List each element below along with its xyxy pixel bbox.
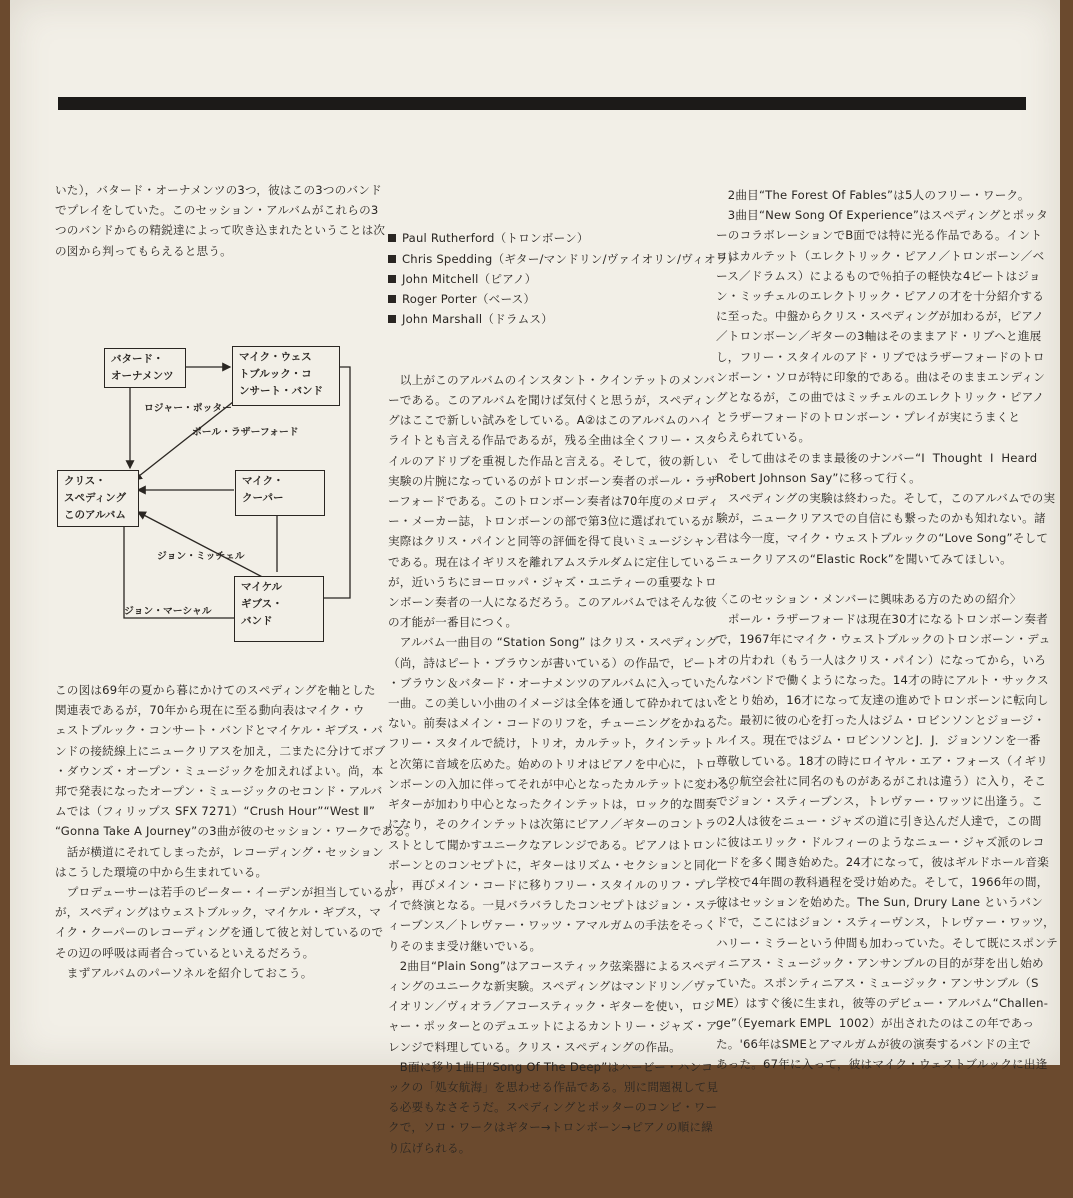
text-line: この図は69年の夏から暮にかけてのスペディングを軸とした [55, 683, 376, 697]
text-line: でプレイをしていた。このセッション・アルバムがこれらの3 [55, 203, 379, 218]
text-line: ／トロンボーン／ギターの3軸はそのままアド・リブへと進展 [716, 329, 1042, 344]
text-line: 彼はセッションを始めた。The Sun, Drury Lane というバン [716, 895, 1044, 910]
personnel-text: Paul Rutherford（トロンボーン） [402, 231, 589, 246]
text-line: Robert Johnson Say”に移って行く。 [716, 470, 921, 485]
text-line: 験が，ニュークリアスでの自信にも繋ったのかも知れない。諸 [716, 511, 1046, 526]
text-line: でジョン・スティーブンス，トレヴァー・ワッツに出逢う。こ [716, 794, 1044, 809]
text-line: 話が横道にそれてしまったが，レコーディング・セッション [55, 844, 384, 859]
personnel-text: Chris Spedding（ギター/マンドリン/ヴァイオリン/ヴィオラ） [402, 251, 740, 266]
top-rule-bar [58, 97, 1026, 110]
text-line: ない。前奏はメイン・コードのリフを，チューニングをかねる [388, 716, 718, 731]
text-line: ードを多く聞き始めた。24才になって，彼はギルドホール音楽 [716, 854, 1050, 869]
column-2-body [388, 370, 742, 1158]
text-line: ge”（Eyemark EMPL 1002）が出されたのはこの年であっ [716, 1016, 1035, 1031]
text-line: アルバム一曲目の “Station Song” はクリス・スペディング [388, 635, 718, 650]
text-line: 〈このセッション・メンバーに興味ある方のための紹介〉 [716, 592, 1022, 607]
liner-notes-page [10, 0, 1060, 1155]
personnel-item [388, 269, 718, 289]
text-line: ィングのユニークな新実験。スペディングはマンドリン／ヴァ [388, 978, 717, 993]
personnel-text: John Mitchell（ピアノ） [402, 271, 537, 286]
text-line: ン・ミッチェルのエレクトリック・ピアノの才を十分紹介する [716, 289, 1045, 304]
label-john-marshall: ジョン・マーシャル [124, 606, 212, 617]
text-line: である。現在はイギリスを離れアムステルダムに定住している [388, 554, 716, 569]
text-line: ーである。このアルバムを聞けば気付くと思うが，スペディン [388, 393, 717, 408]
personnel-text: John Marshall（ドラムス） [402, 312, 553, 327]
text-line: 2曲目“Plain Song”はアコースティック弦楽器によるスペデ [388, 958, 717, 973]
text-line: で，1967年にマイク・ウェストブルックのトロンボーン・デュ [716, 632, 1051, 647]
text-line: に至った。中盤からクリス・スペディングが加わるが，ピアノ [716, 309, 1044, 324]
text-line: ストとして聞かすユニークなアレンジである。ピアノはトロン [388, 837, 716, 852]
text-line: イで終演となる。一見バラバラしたコンセプトはジョン・スティ [388, 898, 729, 913]
text-line: ー・メーカー誌，トロンボーンの部で第3位に選ばれているが [388, 514, 714, 529]
box-michael-gibbs-band: マイケル ギブス・ バンド [234, 576, 324, 642]
personnel-list [388, 228, 740, 329]
text-line: イオリン／ヴィオラ／アコースティック・ギターを使い，ロジ [388, 999, 715, 1014]
box-mike-cooper: マイク・ クーパー [235, 470, 325, 516]
text-line: とラザーフォードのトロンボーン・プレイが実にうまくと [716, 410, 1021, 425]
text-line: グとなるが，この曲ではミッチェルのエレクトリック・ピアノ [716, 390, 1045, 405]
text-line: 3曲目“New Song Of Experience”はスペディングとポッタ [716, 208, 1048, 223]
text-line: をとり始め，16才になって友達の進めでトロンボーンに転向し [716, 693, 1049, 708]
text-line: ィニアス・ミュージック・アンサンブルの目的が芽を出し始め [716, 955, 1044, 970]
label-roger-potter: ロジャー・ポッター [144, 403, 232, 414]
text-line: になり，そのクインテットは次第にピアノ／ギターのコントラ [388, 817, 717, 832]
text-line: ンドの接続線上にニュークリアスを加え，二またに分けてボブ [55, 743, 386, 758]
label-paul-rutherford: ポール・ラザーフォード [192, 427, 299, 438]
bullet-square-icon [388, 275, 396, 283]
personnel-item [388, 309, 718, 329]
text-line: ボーンとのコンセプトに，ギターはリズム・セクションと同化 [388, 857, 718, 872]
text-line: ロはカルテット（エレクトリック・ピアノ／トロンボーン／ベ [716, 248, 1045, 263]
text-line: つのバンドからの精鋭達によって吹き込まれたということは次 [55, 223, 386, 238]
text-line: グはここで新しい試みをしている。A②はこのアルバムのハイ [388, 413, 713, 428]
column-1-top-text [55, 180, 386, 261]
band-relationship-diagram [52, 340, 372, 650]
text-line: り広げられる。 [388, 1140, 471, 1155]
text-line: ポール・ラザーフォードは現在30才になるトロンボーン奏者 [716, 612, 1048, 627]
text-line: ックの「処女航海」を思わせる作品である。別に問題視して見 [388, 1079, 719, 1094]
text-line: 実際はクリス・パインと同等の評価を得て良いミュージシャン [388, 534, 718, 549]
text-line: 尊敬している。18才の時にロイヤル・エア・フォース（イギリ [716, 753, 1048, 768]
column-3-text [716, 185, 1058, 1074]
label-john-mitchell: ジョン・ミッチェル [157, 551, 245, 562]
text-line: 実験の片腕になっているのがトロンボーン奏者のポール・ラザ [388, 473, 718, 488]
text-line: いた），バタード・オーナメンツの3つ，彼はこの3つのバンド [55, 183, 382, 197]
bullet-square-icon [388, 315, 396, 323]
text-line: ルイス。現在ではジム・ロビンソンとJ．J．ジョンソンを一番 [716, 733, 1041, 748]
text-line: ンボーンの入加に伴ってそれが中心となったカルテットに変わる。 [388, 776, 742, 791]
text-line: ィーブンス／トレヴァー・ワッツ・アマルガムの手法をそっく [388, 918, 717, 933]
text-line: レンジで料理している。クリス・スペディングの作品。 [388, 1039, 681, 1054]
text-line: ャー・ポッターとのデュエットによるカントリー・ジャズ・ア [388, 1019, 718, 1034]
column-1-bottom-text [55, 680, 417, 983]
text-line: B面に移り1曲目“Song Of The Deep”はハービー・ハンコ [388, 1059, 714, 1074]
text-line: “Gonna Take A Journey”の3曲が彼のセッション・ワークである。 [55, 824, 417, 839]
text-line: と次第に音域を広めた。始めのトリオはピアノを中心に，トロ [388, 756, 718, 771]
text-line: らえられている。 [716, 430, 811, 445]
bullet-square-icon [388, 234, 396, 242]
text-line: クで，ソロ・ワークはギター→トロンボーン→ピアノの順に繰 [388, 1120, 713, 1135]
text-line: ーのコラボレーションでB面では特に光る作品である。イント [716, 228, 1043, 243]
text-line: が，近いうちにヨーロッパ・ジャズ・ユニティーの重要なトロ [388, 574, 717, 589]
text-line: その辺の呼吸は両者合っているといえるだろう。 [55, 945, 315, 960]
text-line: まずアルバムのパーソネルを紹介しておこう。 [55, 965, 313, 980]
text-line: んなバンドで働くようになった。14才の時にアルト・サックス [716, 672, 1049, 687]
text-line: し，フリー・スタイルのアド・リブではラザーフォードのトロ [716, 349, 1045, 364]
text-line: ーフォードである。このトロンボーン奏者は70年度のメロディ [388, 494, 720, 509]
text-line: 邦で発表になったオープン・ミュージックのセコンド・アルバ [55, 784, 383, 799]
text-line: 君は今一度，マイク・ウェストブルックの“Love Song”そして [716, 531, 1049, 546]
text-line: ていた。スポンティニアス・ミュージック・アンサンブル（S [716, 975, 1039, 990]
text-line: スの航空会社に同名のものがあるがこれは違う）に入り，そこ [716, 773, 1047, 788]
text-line: ライトとも言える作品であるが，残る全曲は全くフリー・スタ [388, 433, 718, 448]
text-line: ME）はすぐ後に生まれ，彼等のデビュー・アルバム“Challen- [716, 996, 1049, 1011]
text-line: る必要もなさそうだ。スペディングとポッターのコンビ・ワー [388, 1100, 718, 1115]
text-line: ニュークリアスの“Elastic Rock”を聞いてみてほしい。 [716, 551, 1012, 566]
box-batard-ornaments: バタード・ オーナメンツ [104, 348, 186, 388]
text-line: た。最初に彼の心を打った人はジム・ロビンソンとジョージ・ [716, 713, 1046, 728]
text-line: の図から判ってもらえると思う。 [55, 243, 232, 258]
text-line: ンボーン・ソロが特に印象的である。曲はそのままエンディン [716, 369, 1046, 384]
personnel-item [388, 228, 718, 248]
text-line: 2曲目“The Forest Of Fables”は5人のフリー・ワーク。 [716, 188, 1030, 202]
text-line [716, 569, 1041, 589]
personnel-text: Roger Porter（ベース） [402, 292, 536, 307]
text-line: あった。67年に入って，彼はマイク・ウェストブルックに出逢 [716, 1056, 1048, 1071]
text-line: ・ダウンズ・オープン・ミュージックを加えればよい。尚，本 [55, 763, 384, 778]
text-line: ・ブラウン＆バタード・オーナメンツのアルバムに入っていた [388, 675, 717, 690]
text-line: オの片われ（もう一人はクリス・パイン）になってから，いろ [716, 652, 1046, 667]
text-line: イク・クーパーのレコーディングを通して彼と対しているので [55, 925, 384, 940]
personnel-item [388, 249, 740, 269]
text-line: ギターが加わり中心となったクインテットは，ロック的な間奏 [388, 797, 718, 812]
text-line: に彼はエリック・ドルフィーのようなニュー・ジャズ派のレコ [716, 834, 1045, 849]
text-line: ンボーン奏者の一人になるだろう。このアルバムではそんな彼 [388, 595, 717, 610]
text-line: ドで，ここにはジョン・スティーヴンス，トレヴァー・ワッツ， [716, 915, 1055, 930]
box-mike-westbrook-concert-band: マイク・ウェス トブルック・コ ンサート・バンド [232, 346, 340, 406]
bullet-square-icon [388, 255, 396, 263]
text-line: た。'66年はSMEとアマルガムが彼の演奏するバンドの主で [716, 1036, 1032, 1051]
text-line: 一曲。この美しい小曲のイメージは全体を通して砕かれてはい [388, 696, 718, 711]
personnel-item [388, 289, 718, 309]
text-line: 関連表であるが，70年から現在に至る動向表はマイク・ウ [55, 703, 365, 718]
column-2-text [388, 188, 742, 1198]
text-line: が，スペディングはウェストブルック，マイケル・ギブス，マ [55, 905, 382, 920]
text-line: （尚，詩はピート・ブラウンが書いている）の作品で，ピート [388, 655, 718, 670]
text-line: プロデューサーは若手のピーター・イーデンが担当しているが [55, 885, 396, 900]
text-line: イルのアドリブを重視した作品と言える。そして，彼の新しい [388, 453, 718, 468]
text-line: はこうした環境の中から生まれている。 [55, 864, 268, 879]
text-line: し，再びメイン・コードに移りフリー・スタイルのリフ・プレ [388, 877, 717, 892]
box-chris-spedding-this-album: クリス・ スペディング このアルバム [57, 470, 139, 527]
text-line: の2人は彼をニュー・ジャズの道に引き込んだ人達で，この間 [716, 814, 1042, 829]
text-line: ース／ドラムス）によるもので％拍子の軽快な4ビートはジョ [716, 268, 1041, 283]
bullet-square-icon [388, 295, 396, 303]
text-line: 学校で4年間の教科過程を受け始めた。そして，1966年の間， [716, 874, 1049, 889]
text-line: ムでは（フィリップス SFX 7271）“Crush Hour”“West Ⅱ” [55, 804, 376, 819]
text-line: の才能が一番目につく。 [388, 615, 518, 630]
text-line: りそのまま受け継いでいる。 [388, 938, 542, 953]
text-line: 以上がこのアルバムのインスタント・クインテットのメンバ [388, 372, 716, 387]
text-line: スペディングの実験は終わった。そして，このアルバムでの実 [716, 491, 1056, 506]
text-line: そして曲はそのまま最後のナンバー“I Thought I Heard [716, 450, 1038, 465]
text-line: フリー・スタイルで続け，トリオ，カルテット，クインテット [388, 736, 715, 751]
text-line: ハリー・ミラーという仲間も加わっていた。そして既にスポンテ [716, 935, 1058, 950]
text-line: ェストブルック・コンサート・バンドとマイケル・ギブス・バ [55, 723, 383, 738]
